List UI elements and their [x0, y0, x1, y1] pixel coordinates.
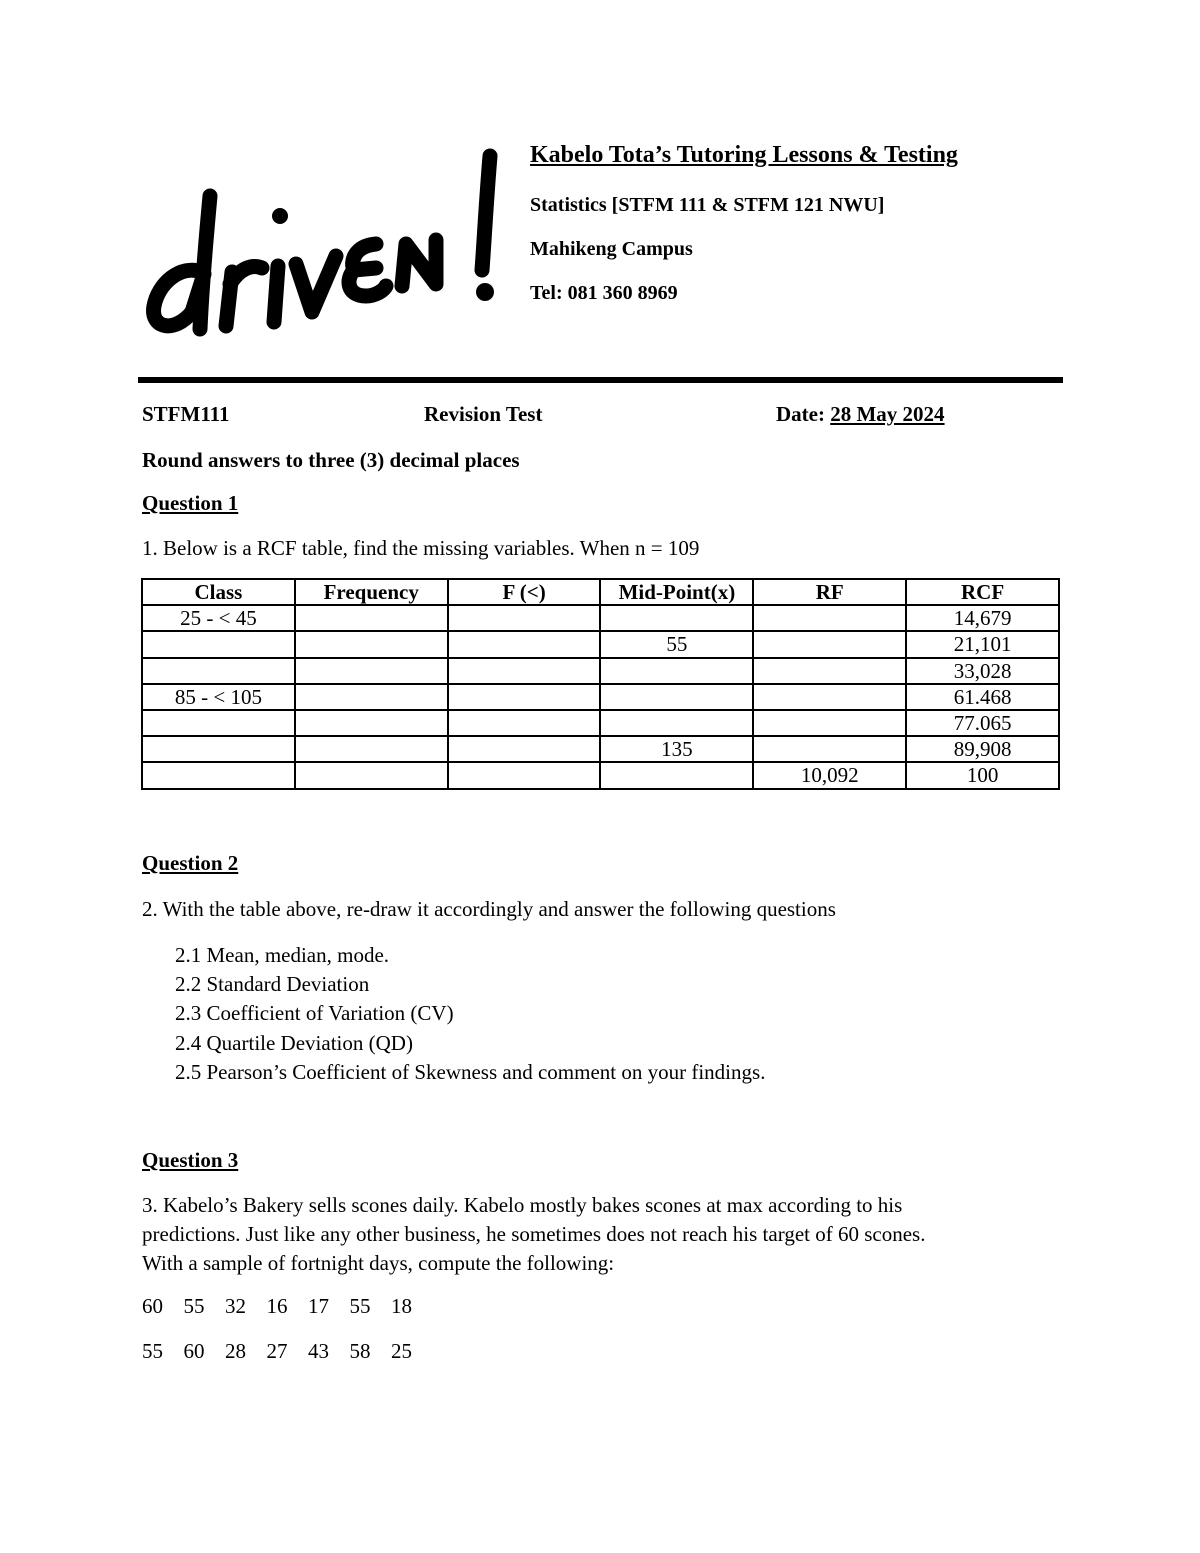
col-frequency: Frequency — [295, 579, 448, 605]
table-cell — [142, 710, 295, 736]
table-cell — [142, 762, 295, 788]
table-cell — [448, 736, 601, 762]
header-divider — [138, 377, 1063, 383]
table-cell — [753, 631, 906, 657]
question-3-heading: Question 3 — [142, 1148, 239, 1172]
col-rf: RF — [753, 579, 906, 605]
rounding-instruction: Round answers to three (3) decimal places — [142, 448, 520, 472]
tutor-title: Kabelo Tota’s Tutoring Lessons & Testing — [530, 142, 958, 168]
scones-data-row-1 — [142, 1294, 433, 1319]
list-item: 2.5 Pearson’s Coefficient of Skewness and comment on your findings. — [175, 1059, 766, 1084]
data-value: 58 — [349, 1339, 371, 1363]
table-row — [142, 658, 1059, 684]
table-cell — [753, 736, 906, 762]
table-row — [142, 684, 1059, 710]
table-cell — [448, 658, 601, 684]
col-cumulative-frequency: F (<) — [448, 579, 601, 605]
table-cell — [753, 710, 906, 736]
table-cell: 85 - < 105 — [142, 684, 295, 710]
table-cell — [295, 684, 448, 710]
rcf-table — [141, 578, 1060, 790]
module-code: STFM111 — [142, 402, 230, 426]
data-value: 18 — [391, 1294, 412, 1318]
table-cell: 77.065 — [906, 710, 1059, 736]
table-cell: 25 - < 45 — [142, 605, 295, 631]
table-row — [142, 605, 1059, 631]
table-cell — [142, 631, 295, 657]
table-cell — [448, 605, 601, 631]
table-cell: 21,101 — [906, 631, 1059, 657]
table-cell: 61.468 — [906, 684, 1059, 710]
driven-logo — [140, 144, 510, 344]
question-3-line: With a sample of fortnight days, compute the following: — [142, 1251, 615, 1275]
table-cell — [448, 710, 601, 736]
table-cell: 135 — [600, 736, 753, 762]
table-cell: 33,028 — [906, 658, 1059, 684]
scones-data-row-2 — [142, 1339, 433, 1364]
date-value: 28 May 2024 — [830, 402, 945, 426]
list-item: 2.4 Quartile Deviation (QD) — [175, 1030, 413, 1055]
subject-line: Statistics [STFM 111 & STFM 121 NWU] — [530, 194, 885, 216]
question-2-subquestions — [175, 941, 765, 1087]
table-cell — [600, 605, 753, 631]
table-cell: 89,908 — [906, 736, 1059, 762]
data-value: 16 — [266, 1294, 288, 1318]
list-item: 2.1 Mean, median, mode. — [175, 943, 390, 967]
col-class: Class — [142, 579, 295, 605]
col-rcf: RCF — [906, 579, 1059, 605]
col-midpoint: Mid-Point(x) — [600, 579, 753, 605]
table-row — [142, 736, 1059, 762]
data-value: 17 — [308, 1294, 329, 1318]
table-row — [142, 710, 1059, 736]
table-cell — [600, 762, 753, 788]
table-cell: 55 — [600, 631, 753, 657]
data-value: 60 — [142, 1294, 163, 1318]
data-value: 43 — [308, 1339, 329, 1363]
data-value: 27 — [266, 1339, 288, 1363]
table-cell — [295, 762, 448, 788]
table-cell — [753, 658, 906, 684]
table-cell — [600, 710, 753, 736]
table-cell — [448, 631, 601, 657]
table-cell — [448, 762, 601, 788]
table-cell — [142, 658, 295, 684]
data-value: 55 — [142, 1339, 163, 1363]
table-cell: 14,679 — [906, 605, 1059, 631]
table-cell — [295, 605, 448, 631]
test-name: Revision Test — [424, 402, 543, 426]
question-1-heading: Question 1 — [142, 491, 239, 515]
question-2-heading: Question 2 — [142, 851, 239, 875]
table-cell — [142, 736, 295, 762]
campus-line: Mahikeng Campus — [530, 238, 693, 260]
date-label: Date: — [776, 402, 831, 426]
data-value: 25 — [391, 1339, 412, 1363]
question-3-text — [142, 1191, 925, 1278]
data-value: 32 — [225, 1294, 246, 1318]
data-value: 55 — [349, 1294, 371, 1318]
table-row — [142, 631, 1059, 657]
table-cell — [295, 631, 448, 657]
table-cell — [295, 710, 448, 736]
table-cell — [753, 605, 906, 631]
question-3-line: 3. Kabelo’s Bakery sells scones daily. Kabelo mostly bakes scones at max according to his — [142, 1193, 903, 1217]
data-value: 60 — [183, 1339, 205, 1363]
table-cell — [753, 684, 906, 710]
table-cell — [295, 658, 448, 684]
table-cell — [600, 658, 753, 684]
table-row — [142, 762, 1059, 788]
list-item: 2.2 Standard Deviation — [175, 972, 370, 997]
table-cell: 100 — [906, 762, 1059, 788]
list-item: 2.3 Coefficient of Variation (CV) — [175, 1001, 454, 1026]
data-value: 28 — [225, 1339, 246, 1363]
test-date — [776, 402, 945, 427]
data-value: 55 — [183, 1294, 205, 1318]
question-3-line: predictions. Just like any other business, he sometimes does not reach his target of 60 scones. — [142, 1222, 926, 1246]
table-cell — [600, 684, 753, 710]
question-2-text: 2. With the table above, re-draw it accordingly and answer the following questions — [142, 897, 836, 921]
table-cell: 10,092 — [753, 762, 906, 788]
table-cell — [295, 736, 448, 762]
phone-line: Tel: 081 360 8969 — [530, 282, 678, 304]
table-cell — [448, 684, 601, 710]
question-1-text: 1. Below is a RCF table, find the missing variables. When n = 109 — [142, 536, 700, 560]
table-header-row — [142, 579, 1059, 605]
